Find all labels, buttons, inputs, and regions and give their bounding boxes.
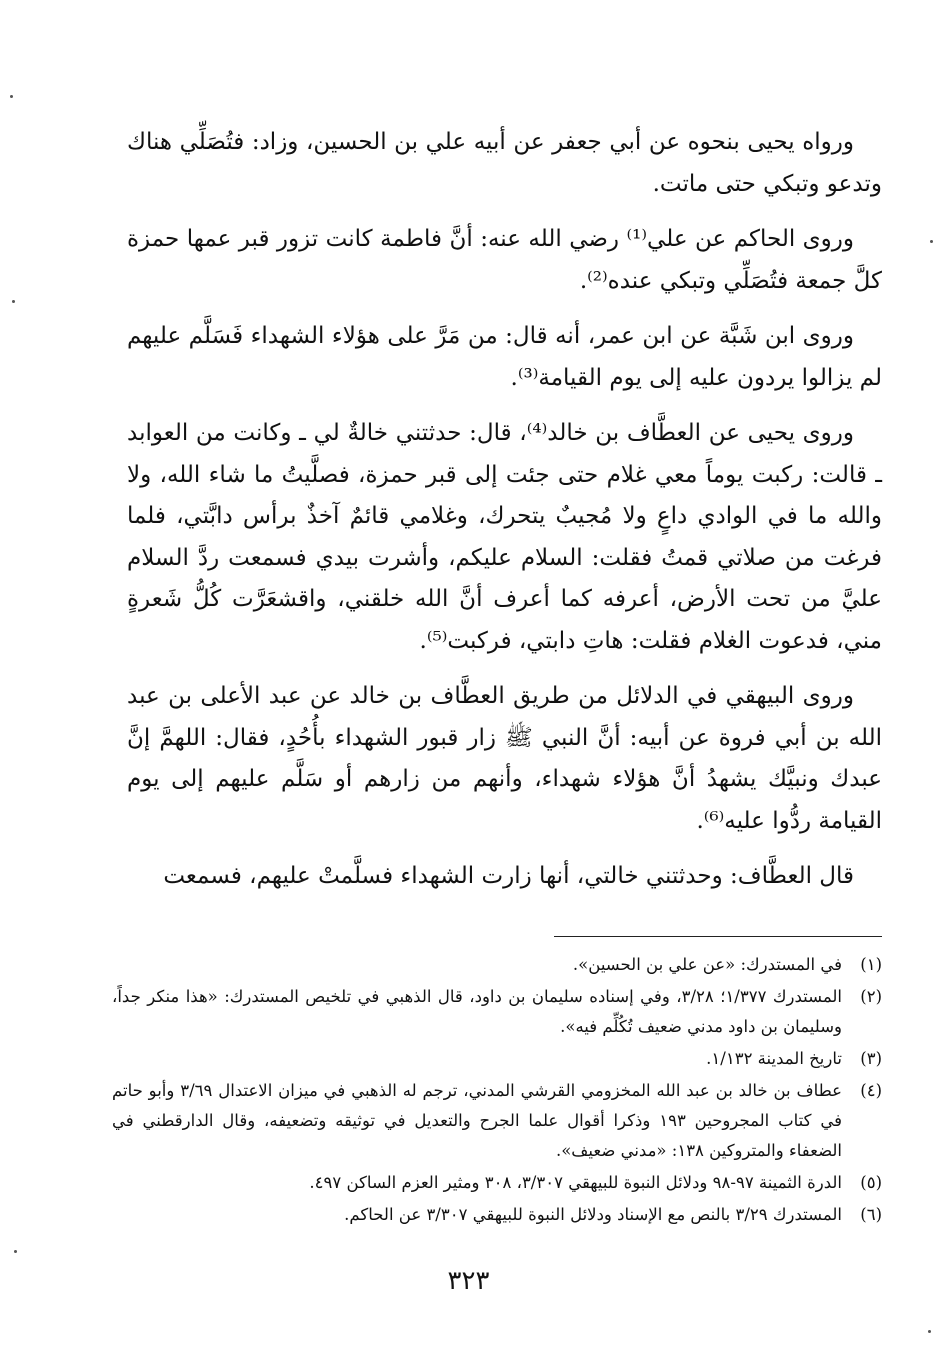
scan-speck	[928, 1330, 931, 1333]
footnote-5	[112, 1168, 882, 1198]
footnote-text: في المستدرك: «عن علي بن الحسين».	[572, 955, 842, 974]
footnote-number: (٤)	[860, 1081, 882, 1100]
footnotes	[112, 950, 882, 1232]
footnote-number: (٢)	[860, 987, 882, 1006]
footnote-number: (٦)	[860, 1205, 882, 1224]
paragraph-1: ورواه يحيى بنحوه عن أبي جعفر عن أبيه علي بن الحسين، وزاد: فتُصَلِّي هناك وتدعو وتبكي حتى ماتت.	[127, 129, 882, 197]
footnote-divider	[554, 936, 882, 937]
footnote-text: تاريخ المدينة ١/١٣٢.	[706, 1049, 842, 1068]
scan-speck	[14, 1250, 17, 1253]
paragraph-2: وروى الحاكم عن علي⁽¹⁾ رضي الله عنه: أنَّ فاطمة كانت تزور قبر عمها حمزة كلَّ جمعة فتُصَلِّي وتبكي عنده⁽²⁾.	[127, 226, 882, 294]
footnote-number: (٣)	[860, 1049, 882, 1068]
scan-speck	[10, 95, 13, 98]
footnote-number: (٥)	[860, 1173, 882, 1192]
footnote-3	[112, 1044, 882, 1074]
footnote-number: (١)	[860, 955, 882, 974]
scan-speck	[930, 240, 933, 243]
footnote-text: المستدرك ٣/٢٩ بالنص مع الإسناد ودلائل النبوة للبيهقي ٣/٣٠٧ عن الحاكم.	[344, 1205, 842, 1224]
footnote-1	[112, 950, 882, 980]
paragraph-6: قال العطَّاف: وحدثتني خالتي، أنها زارت الشهداء فسلَّمتْ عليهم، فسمعت	[163, 863, 854, 889]
scan-speck	[12, 300, 15, 303]
footnote-4	[112, 1076, 882, 1166]
footnote-6	[112, 1200, 882, 1230]
footnote-2	[112, 982, 882, 1042]
footnote-text: المستدرك ١/٣٧٧؛ ٣/٢٨، وفي إسناده سليمان بن داود، قال الذهبي في تلخيص المستدرك: «هذا منكر جداً، وسليمان بن داود مدني ضعيف تُكُلِّم فيه».	[112, 987, 842, 1036]
paragraph-4: وروى يحيى عن العطَّاف بن خالد⁽⁴⁾، قال: حدثتني خالةٌ لي ـ وكانت من العوابد ـ قالت: ركبت يوماً معي غلام حتى جئت إلى قبر حمزة، فصلَّيتُ ما شاء الله، ولا والله ما في الوادي داعٍ ولا مُجيبٌ يتحرك، وغلامي قائمٌ آخذٌ برأس دابَّتي، فلما فرغت من صلاتي قمتُ فقلت: السلام عليكم، وأشرت بيدي فسمعت ردَّ السلام عليَّ من تحت الأرض، أعرفه كما أعرف أنَّ الله خلقني، واقشعَرَّت كُلُّ شَعرةٍ مني، فدعوت الغلام فقلت: هاتِ دابتي، فركبت⁽⁵⁾.	[127, 420, 882, 654]
paragraph-5: وروى البيهقي في الدلائل من طريق العطَّاف بن خالد عن عبد الأعلى بن عبد الله بن أبي فروة عن أبيه: أنَّ النبي ﷺ زار قبور الشهداء بأُحُدٍ، فقال: اللهمَّ إنَّ عبدك ونبيَّك يشهدُ أنَّ هؤلاء شهداء، وأنهم من زارهم أو سَلَّم عليهم إلى يوم القيامة ردُّوا عليه⁽⁶⁾.	[127, 683, 882, 834]
paragraph-3: وروى ابن شَبَّة عن ابن عمر، أنه قال: من مَرَّ على هؤلاء الشهداء فَسَلَّم عليهم لم يزالوا يردون عليه إلى يوم القيامة⁽³⁾.	[127, 323, 882, 391]
footnote-text: الدرة الثمينة ٩٧-٩٨ ودلائل النبوة للبيهقي ٣/٣٠٧، ٣٠٨ ومثير العزم الساكن ٤٩٧.	[309, 1173, 842, 1192]
footnote-text: عطاف بن خالد بن عبد الله المخزومي القرشي المدني، ترجم له الذهبي في ميزان الاعتدال ٣/٦٩ وأبو حاتم في كتاب المجروحين ١٩٣ وذكرا أقوال علما الجرح والتعديل في توثيقه وتضعيفه، وقال الدارقطني في الضعفاء والمتروكين ١٣٨: «مدني ضعيف».	[112, 1081, 842, 1160]
main-text	[127, 122, 882, 912]
page-number: ٣٢٣	[447, 1266, 490, 1296]
